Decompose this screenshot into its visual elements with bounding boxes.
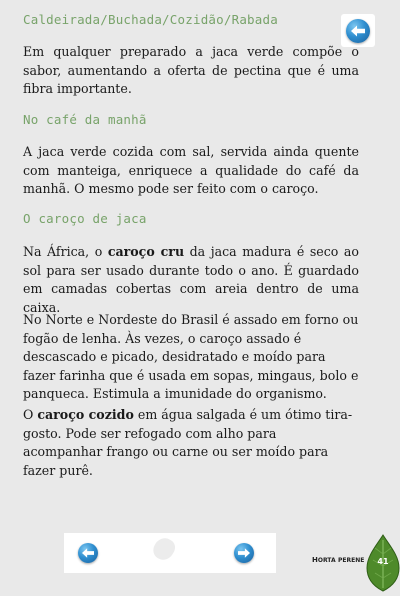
publication-label (312, 556, 364, 564)
paragraph-text: O (23, 407, 38, 422)
paragraph-caroco-cozido (23, 406, 359, 480)
label-initial: H (312, 556, 318, 564)
arrow-left-icon (346, 19, 370, 43)
label-rest: ORTA (317, 557, 336, 564)
paragraph-text: da jaca madura é seco ao sol para ser usado durante todo o ano. É guardado em camadas cobertas com areia dentro de uma caixa. (23, 244, 359, 315)
page-number: 41 (377, 557, 389, 566)
bold-term-caroco-cru: caroço cru (107, 244, 185, 259)
page-navigation-bar (64, 533, 276, 573)
next-page-button[interactable] (234, 543, 254, 563)
bold-term-caroco-cozido: caroço cozido (37, 407, 134, 422)
section-heading-caldeirada: Caldeirada/Buchada/Cozidão/Rabada (23, 12, 278, 27)
paragraph-text: em água salgada é um ótimo tira-gosto. Pode ser refogado com alho para acompanhar frango ou carne ou ser moído para fazer purê. (23, 407, 353, 478)
label-second-word: PERENE (338, 557, 365, 564)
previous-page-button[interactable] (78, 543, 98, 563)
paragraph-jaca-verde: Em qualquer preparado a jaca verde compõe o sabor, aumentando a oferta de pectina que é uma fibra importante. (23, 44, 359, 97)
arrow-left-icon (78, 543, 98, 563)
section-heading-caroco: O caroço de jaca (23, 211, 147, 226)
paragraph-norte-nordeste: No Norte e Nordeste do Brasil é assado em forno ou fogão de lenha. Às vezes, o caroço assado é descascado e picado, desidratado e moído para fazer farinha que é usada em sopas, mingaus, bolo e panqueca. Estimula a imunidade do organismo. (23, 312, 359, 402)
paragraph-cafe: A jaca verde cozida com sal, servida ainda quente com manteiga, enriquece a qualidade do café da manhã. O mesmo pode ser feito com o caroço. (23, 144, 359, 197)
paragraph-text: Na África, o (23, 244, 108, 259)
decorative-blob (150, 534, 178, 563)
arrow-right-icon (234, 543, 254, 563)
section-heading-cafe: No café da manhã (23, 112, 147, 127)
leaf-icon (366, 534, 400, 592)
paragraph-caroco-cru (23, 243, 359, 317)
